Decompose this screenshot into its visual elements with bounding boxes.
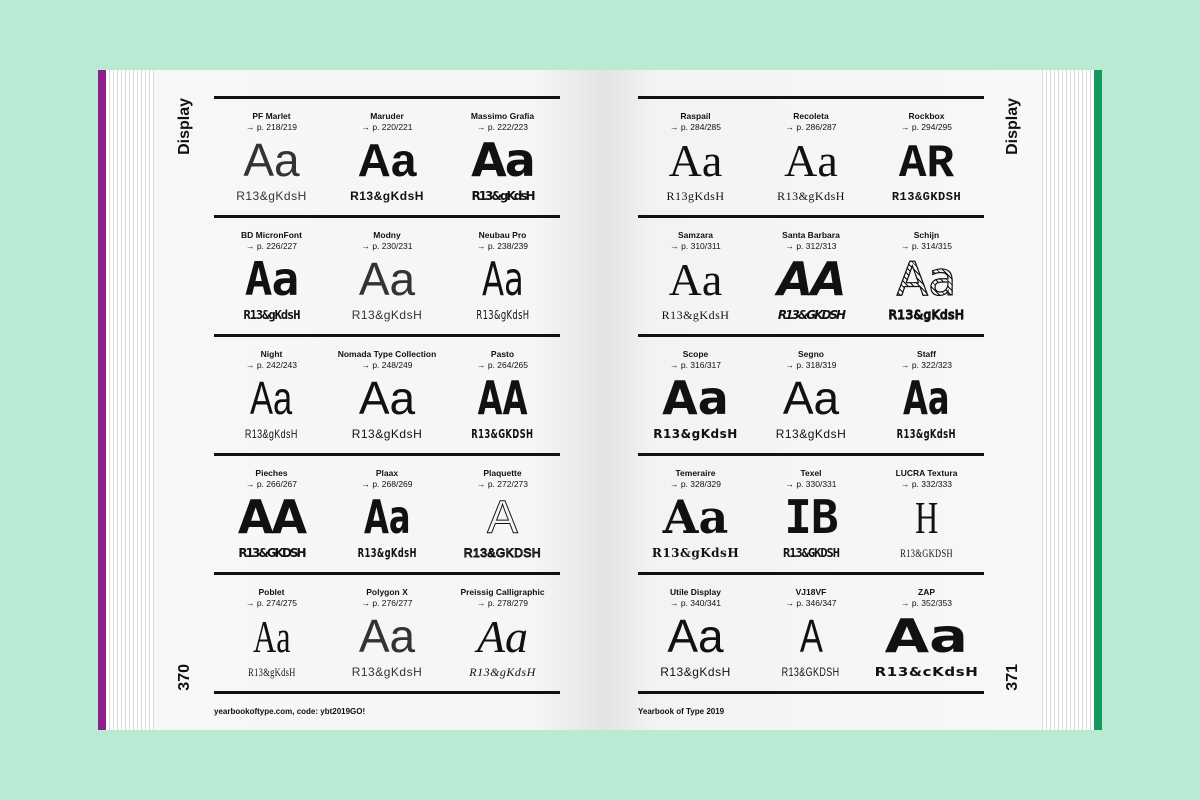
specimen-glyphs — [330, 373, 445, 423]
font-name: Utile Display — [669, 587, 722, 597]
font-name: Texel — [800, 468, 822, 478]
font-specimen — [754, 575, 869, 691]
specimen-glyphs — [330, 492, 445, 542]
page-reference: → p. 284/285 — [669, 122, 722, 132]
row-divider — [214, 691, 560, 694]
specimen-sample — [638, 427, 753, 441]
font-specimen — [754, 99, 869, 215]
font-name: Plaquette — [483, 468, 522, 478]
open-book — [98, 70, 1102, 730]
book-cover-edge-right — [1094, 70, 1102, 730]
specimen-sample-text: R13&GKDSH — [238, 546, 305, 560]
font-name: Staff — [917, 349, 936, 359]
page-reference: → p. 294/295 — [900, 122, 953, 132]
font-specimen — [330, 99, 445, 215]
specimen-sample — [330, 546, 445, 560]
page-reference: → p. 264/265 — [476, 360, 529, 370]
specimen-sample-text: R13&gKdsH — [236, 189, 307, 203]
specimen-sample — [869, 546, 984, 560]
book-cover-edge-left — [98, 70, 106, 730]
font-specimen — [869, 99, 984, 215]
specimen-glyphs-text: Aa — [358, 372, 416, 424]
specimen-glyphs-text: A — [487, 491, 518, 543]
specimen-sample — [754, 189, 869, 203]
specimen-glyphs-text: Aa — [363, 490, 411, 544]
section-label: Display — [1004, 98, 1021, 155]
specimen-sample-text: R13&gKdsH — [351, 665, 423, 679]
font-specimen — [445, 575, 560, 691]
font-row — [214, 337, 560, 453]
specimen-sample-text: R13&GKDSH — [463, 546, 542, 560]
font-row — [638, 99, 984, 215]
font-specimen — [754, 456, 869, 572]
font-row — [638, 575, 984, 691]
page-reference: → p. 312/313 — [785, 241, 837, 251]
font-name: LUCRA Textura — [895, 468, 958, 478]
specimen-sample — [214, 308, 329, 322]
specimen-glyphs — [214, 254, 329, 304]
font-name: Santa Barbara — [782, 230, 840, 240]
specimen-glyphs-text: Aa — [252, 611, 291, 662]
page-number: 370 — [176, 664, 193, 691]
specimen-glyphs — [869, 492, 984, 543]
specimen-sample — [330, 308, 445, 322]
specimen-sample — [638, 665, 753, 679]
font-specimen — [638, 575, 753, 691]
specimen-sample — [214, 189, 329, 203]
font-name: VJ18VF — [795, 587, 827, 597]
specimen-glyphs-text: Aa — [784, 135, 838, 186]
specimen-glyphs-text: Aa — [667, 610, 724, 662]
font-name: ZAP — [918, 587, 935, 597]
font-specimen — [330, 218, 445, 334]
specimen-glyphs — [754, 254, 869, 304]
page-reference: → p. 352/353 — [900, 598, 953, 608]
page-reference: → p. 268/269 — [361, 479, 413, 489]
font-row — [638, 337, 984, 453]
specimen-sample-text: R13&gKdsH — [888, 308, 965, 322]
specimen-sample-text: R13&gKdsH — [357, 546, 417, 560]
specimen-glyphs — [330, 135, 445, 185]
font-name: Samzara — [678, 230, 713, 240]
font-row — [214, 575, 560, 691]
specimen-sample-text: R13&gKdsH — [775, 427, 847, 441]
specimen-sample-text: R13&gKdsH — [777, 189, 845, 203]
font-specimen — [754, 337, 869, 453]
footer-title: Yearbook of Type 2019 — [638, 707, 725, 716]
page-stack-right — [1042, 70, 1094, 730]
font-specimen — [638, 456, 753, 572]
page-reference: → p. 248/249 — [361, 360, 413, 370]
specimen-sample-text: R13&GKDSH — [777, 308, 845, 322]
specimen-glyphs-text: Aa — [358, 253, 416, 305]
specimen-sample-text: R13&gKdsH — [247, 665, 296, 679]
specimen-glyphs — [330, 254, 445, 304]
font-name: Poblet — [258, 587, 285, 597]
page-reference: → p. 340/341 — [669, 598, 722, 608]
specimen-glyphs — [445, 492, 560, 542]
font-specimen — [214, 99, 329, 215]
specimen-glyphs-text: Aa — [476, 611, 529, 662]
specimen-sample — [214, 665, 329, 679]
specimen-sample-text: R13&gKdsH — [471, 189, 534, 203]
specimen-glyphs-text: AA — [777, 252, 845, 306]
specimen-sample-text: R13gKdsH — [666, 189, 725, 203]
font-name: PF Marlet — [252, 111, 291, 121]
page-reference: → p. 238/239 — [476, 241, 529, 251]
page-reference: → p. 230/231 — [361, 241, 413, 251]
font-name: Recoleta — [793, 111, 829, 121]
font-name: Modny — [373, 230, 401, 240]
specimen-glyphs-text: Aa — [662, 371, 729, 425]
page-reference: → p. 220/221 — [361, 122, 413, 132]
specimen-glyphs-text: A — [799, 610, 823, 662]
specimen-sample — [638, 546, 753, 560]
specimen-glyphs — [330, 611, 445, 661]
font-name: Pasto — [490, 349, 515, 359]
specimen-sample — [445, 665, 560, 679]
font-name: Scope — [682, 349, 709, 359]
page-reference: → p. 330/331 — [785, 479, 837, 489]
font-specimen — [638, 218, 753, 334]
font-name: Polygon X — [366, 587, 408, 597]
specimen-glyphs-text: Aa — [243, 134, 300, 186]
specimen-sample-text: R13&GKDSH — [471, 427, 534, 441]
specimen-sample — [445, 189, 560, 203]
font-name: Preissig Calligraphic — [460, 587, 545, 597]
specimen-glyphs — [214, 135, 329, 185]
right-page — [600, 70, 1042, 730]
page-reference: → p. 346/347 — [785, 598, 837, 608]
specimen-sample-text: R13&gKdsH — [243, 308, 300, 322]
page-reference: → p. 310/311 — [670, 241, 721, 251]
specimen-glyphs-text: AA — [237, 490, 306, 544]
specimen-glyphs-text: Aa — [884, 609, 969, 663]
page-reference: → p. 318/319 — [785, 360, 837, 370]
specimen-sample-text: R13&gKdsH — [475, 308, 530, 322]
specimen-glyphs — [869, 373, 984, 423]
specimen-sample-text: R13&GKDSH — [891, 190, 962, 204]
specimen-glyphs-text: AR — [898, 138, 955, 190]
specimen-sample — [330, 427, 445, 441]
font-name: Segno — [798, 349, 824, 359]
specimen-sample-text: R13&gKdsH — [661, 308, 730, 322]
specimen-glyphs — [754, 492, 869, 542]
specimen-sample-text: R13&GKDSH — [782, 665, 840, 679]
page-reference: → p. 278/279 — [476, 598, 529, 608]
font-name: Raspail — [680, 111, 711, 121]
font-specimen — [869, 575, 984, 691]
font-name: Temeraire — [675, 468, 716, 478]
specimen-glyphs-text: Aa — [668, 135, 723, 186]
font-specimen — [214, 456, 329, 572]
font-name: BD MicronFont — [241, 230, 302, 240]
specimen-sample — [754, 665, 869, 679]
specimen-glyphs-text: Aa — [358, 610, 416, 662]
specimen-sample-text: R13&gKdsH — [469, 665, 536, 679]
specimen-glyphs-text: Aa — [782, 372, 840, 424]
font-specimen — [330, 456, 445, 572]
font-row — [638, 218, 984, 334]
specimen-glyphs-text: IB — [784, 490, 838, 544]
specimen-glyphs — [754, 373, 869, 423]
specimen-glyphs — [869, 611, 984, 661]
specimen-glyphs-text: Aa — [481, 252, 524, 306]
specimen-glyphs — [754, 135, 869, 186]
font-row — [214, 456, 560, 572]
specimen-glyphs — [638, 492, 753, 542]
font-specimen — [330, 337, 445, 453]
page-reference: → p. 266/267 — [245, 479, 298, 489]
specimen-sample-text: R13&gKdsH — [351, 308, 423, 322]
font-specimen — [754, 218, 869, 334]
specimen-glyphs — [638, 611, 753, 661]
font-specimen — [869, 337, 984, 453]
specimen-sample-text: R13&gKdsH — [653, 427, 738, 441]
row-divider — [638, 691, 984, 694]
specimen-sample — [214, 427, 329, 441]
font-name: Pieches — [255, 468, 288, 478]
page-reference: → p. 314/315 — [900, 241, 953, 251]
font-specimen — [214, 337, 329, 453]
specimen-sample-text: R13&gKdsH — [245, 427, 298, 441]
specimen-sample-text: R13&GKDSH — [900, 546, 953, 560]
specimen-sample — [869, 189, 984, 204]
specimen-glyphs — [445, 135, 560, 185]
specimen-glyphs — [445, 373, 560, 423]
specimen-sample — [638, 308, 753, 322]
specimen-glyphs — [214, 373, 329, 423]
specimen-sample — [330, 665, 445, 679]
font-specimen — [330, 575, 445, 691]
specimen-glyphs-text: Aa — [903, 371, 950, 425]
page-reference: → p. 286/287 — [785, 122, 837, 132]
footer-url: yearbookoftype.com, code: ybt2019GO! — [214, 707, 366, 716]
page-stack-left — [106, 70, 154, 730]
specimen-sample-text: R13&gKdsH — [651, 546, 740, 560]
font-specimen — [638, 99, 753, 215]
font-specimen — [214, 575, 329, 691]
specimen-glyphs — [445, 611, 560, 662]
specimen-sample-text: R13&gKdsH — [660, 665, 731, 679]
font-specimen — [869, 218, 984, 334]
specimen-glyphs-text: Aa — [662, 490, 729, 544]
page-reference: → p. 272/273 — [476, 479, 529, 489]
font-row — [214, 99, 560, 215]
specimen-glyphs — [214, 611, 329, 662]
specimen-sample — [214, 546, 329, 560]
specimen-glyphs-text: Aa — [471, 133, 534, 187]
specimen-glyphs — [754, 611, 869, 661]
page-reference: → p. 276/277 — [361, 598, 413, 608]
left-page — [154, 70, 600, 730]
font-name: Maruder — [370, 111, 404, 121]
page-reference: → p. 242/243 — [245, 360, 298, 370]
specimen-sample-text: R13&gKdsH — [350, 189, 424, 203]
specimen-glyphs — [869, 135, 984, 189]
page-reference: → p. 316/317 — [669, 360, 722, 370]
section-label: Display — [176, 98, 193, 155]
font-name: Night — [260, 349, 283, 359]
specimen-glyphs — [869, 254, 984, 304]
font-name: Massimo Grafia — [470, 111, 535, 121]
page-reference: → p. 222/223 — [476, 122, 529, 132]
font-specimen — [445, 218, 560, 334]
font-specimen — [869, 456, 984, 572]
page-reference: → p. 328/329 — [669, 479, 722, 489]
specimen-glyphs-text: H — [914, 492, 939, 543]
specimen-sample — [638, 189, 753, 203]
specimen-sample-text: R13&cKdsH — [874, 665, 979, 679]
specimen-sample — [754, 427, 869, 441]
specimen-sample — [754, 308, 869, 322]
page-reference: → p. 332/333 — [900, 479, 953, 489]
specimen-sample-text: R13&gKdsH — [351, 427, 423, 441]
font-name: Rockbox — [908, 111, 945, 121]
page-reference: → p. 218/219 — [245, 122, 298, 132]
page-reference: → p. 226/227 — [245, 241, 298, 251]
page-reference: → p. 322/323 — [900, 360, 953, 370]
font-row — [214, 218, 560, 334]
specimen-sample — [754, 546, 869, 560]
page-number: 371 — [1004, 664, 1021, 691]
font-specimen — [445, 99, 560, 215]
specimen-sample — [869, 308, 984, 322]
specimen-sample — [445, 546, 560, 560]
specimen-glyphs — [638, 135, 753, 186]
font-name: Neubau Pro — [478, 230, 527, 240]
specimen-sample — [869, 427, 984, 441]
page-reference: → p. 274/275 — [245, 598, 298, 608]
specimen-glyphs — [214, 492, 329, 542]
font-name: Schijn — [913, 230, 940, 240]
font-name: Plaax — [375, 468, 399, 478]
font-name: Nomada Type Collection — [337, 349, 437, 359]
font-specimen — [445, 456, 560, 572]
specimen-sample-text: R13&gKdsH — [896, 427, 957, 441]
specimen-glyphs — [445, 254, 560, 304]
specimen-glyphs-text: Aa — [357, 134, 417, 186]
font-specimen — [214, 218, 329, 334]
specimen-sample — [445, 427, 560, 441]
specimen-glyphs-text: AA — [477, 371, 528, 425]
specimen-glyphs — [638, 254, 753, 305]
font-row — [638, 456, 984, 572]
specimen-glyphs-text: Aa — [250, 372, 293, 424]
specimen-sample — [445, 308, 560, 322]
specimen-sample — [869, 665, 984, 679]
font-specimen — [445, 337, 560, 453]
specimen-sample — [330, 189, 445, 203]
specimen-glyphs-text: Aa — [896, 252, 957, 306]
specimen-sample-text: R13&GKDSH — [782, 546, 840, 560]
specimen-glyphs-text: Aa — [244, 252, 299, 306]
specimen-glyphs — [638, 373, 753, 423]
font-specimen — [638, 337, 753, 453]
specimen-glyphs-text: Aa — [668, 254, 723, 305]
